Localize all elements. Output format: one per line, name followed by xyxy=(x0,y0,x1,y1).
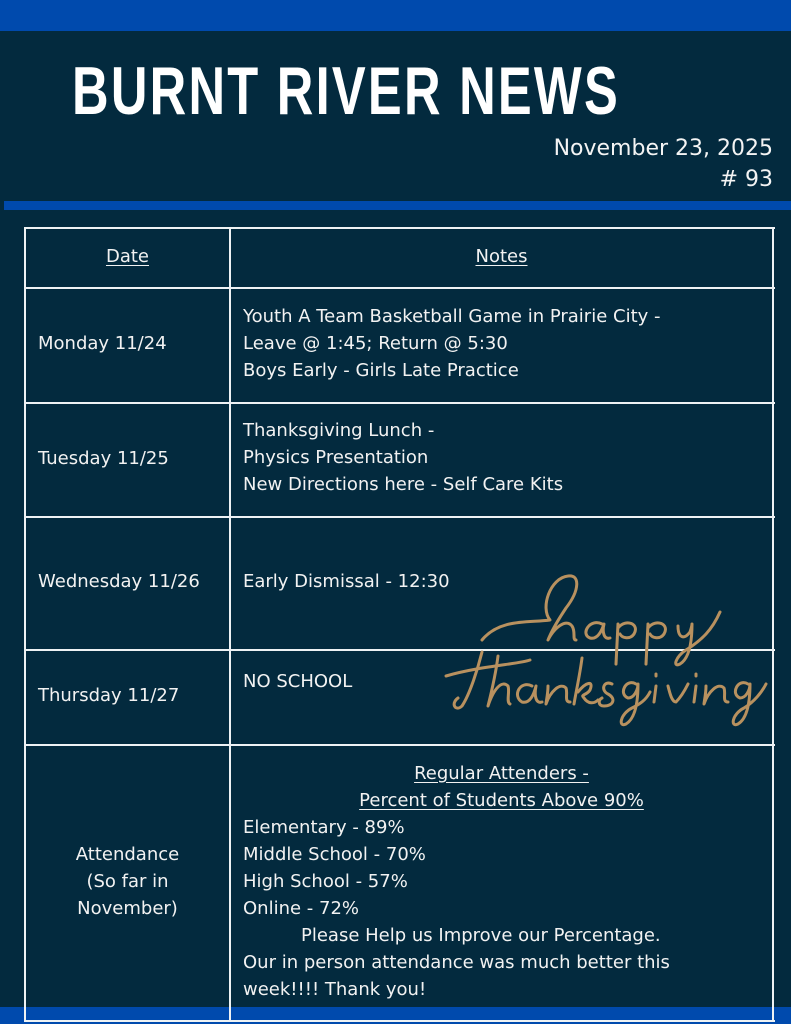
row-date-wednesday: Wednesday 11/26 xyxy=(38,571,200,592)
attendance-message: Please Help us Improve our Percentage. xyxy=(301,925,661,946)
issue-number: # 93 xyxy=(719,167,773,192)
column-header-notes: Notes xyxy=(475,246,528,267)
title-text: BURNT RIVER NEWS xyxy=(72,53,621,129)
attendance-item: High School - 57% xyxy=(243,871,408,892)
issue-date: November 23, 2025 xyxy=(553,136,773,161)
row-date-thursday: Thursday 11/27 xyxy=(38,685,180,706)
attendance-message: Our in person attendance was much better this xyxy=(243,952,670,973)
row-date-monday: Monday 11/24 xyxy=(38,333,167,354)
attendance-item: Middle School - 70% xyxy=(243,844,426,865)
note-line: New Directions here - Self Care Kits xyxy=(243,474,564,495)
table-border-top xyxy=(24,227,775,229)
row-notes-wednesday: Early Dismissal - 12:30 xyxy=(243,571,450,592)
row-divider xyxy=(24,516,775,518)
table-border-right xyxy=(772,227,774,1023)
row-divider xyxy=(24,287,775,289)
note-line: Youth A Team Basketball Game in Prairie City - xyxy=(243,306,661,327)
row-date-tuesday: Tuesday 11/25 xyxy=(38,448,169,469)
attendance-item: Elementary - 89% xyxy=(243,817,405,838)
newsletter-title xyxy=(72,53,703,129)
attendance-label xyxy=(26,841,229,922)
attendance-list xyxy=(231,814,772,1003)
row-notes-tuesday xyxy=(243,417,563,498)
attendance-label-line: Attendance xyxy=(75,844,180,865)
attendance-label-line: November) xyxy=(77,898,178,919)
attendance-label-line: (So far in xyxy=(86,871,169,892)
row-notes-monday xyxy=(243,303,661,384)
row-notes-thursday: NO SCHOOL xyxy=(243,671,353,692)
note-line: Boys Early - Girls Late Practice xyxy=(243,360,519,381)
attendance-message: week!!!! Thank you! xyxy=(243,979,427,1000)
table-border-bottom xyxy=(24,1020,775,1022)
note-line: Thanksgiving Lunch - xyxy=(243,420,435,441)
row-divider xyxy=(24,744,775,746)
attendance-heading: Percent of Students Above 90% xyxy=(359,790,644,811)
note-line: Physics Presentation xyxy=(243,447,429,468)
note-line: Leave @ 1:45; Return @ 5:30 xyxy=(243,333,508,354)
attendance-item: Online - 72% xyxy=(243,898,360,919)
attendance-notes xyxy=(231,760,772,1003)
attendance-heading: Regular Attenders - xyxy=(414,763,589,784)
happy-thanksgiving-script-icon xyxy=(440,568,770,728)
header-divider-bar xyxy=(4,201,791,210)
column-header-date: Date xyxy=(105,246,150,267)
row-divider xyxy=(24,402,775,404)
top-accent-bar xyxy=(0,0,791,31)
